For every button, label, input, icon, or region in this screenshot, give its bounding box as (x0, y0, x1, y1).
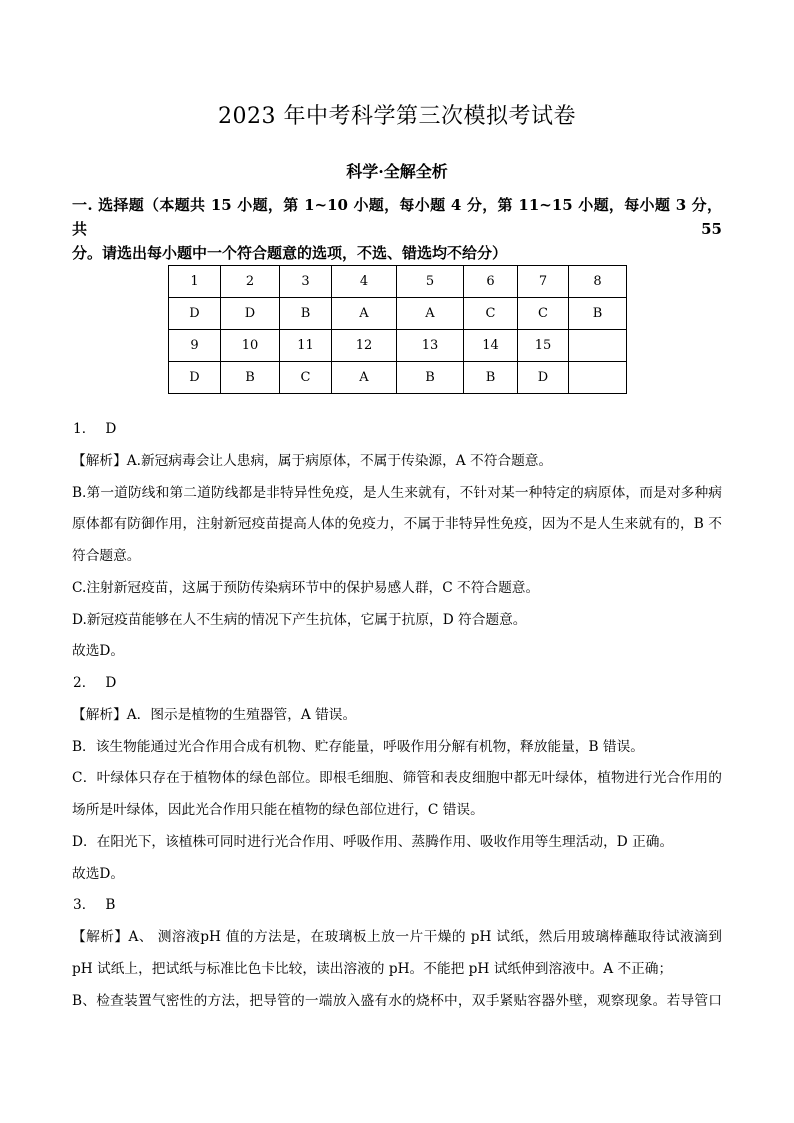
question-answer: D (105, 421, 117, 437)
question-number-cell: 7 (518, 266, 569, 298)
answer-table-number-row (169, 330, 627, 362)
analysis-line: D．在阳光下，该植株可同时进行光合作用、呼吸作用、蒸腾作用、吸收作用等生理活动，D 正确。 (72, 833, 674, 850)
question-number-cell: 2 (221, 266, 280, 298)
empty-cell (569, 330, 627, 362)
analysis-line: 【解析】A．图示是植物的生殖器管，A 错误。 (72, 706, 357, 723)
conclusion-line: 故选D。 (72, 643, 125, 660)
answer-cell: A (397, 298, 464, 330)
section-heading-line: 一. 选择题（本题共 15 小题，第 1~10 小题，每小题 4 分，第 11~15 小题，每小题 3 分，共 55 (72, 196, 722, 238)
question-number: 1． (73, 421, 96, 437)
question-number-cell: 11 (280, 330, 332, 362)
answer-cell: D (169, 298, 221, 330)
answer-table-number-row (169, 266, 627, 298)
question-number-cell: 13 (397, 330, 464, 362)
answer-cell: B (397, 362, 464, 394)
analysis-line: C.注射新冠疫苗，这属于预防传染病环节中的保护易感人群，C 不符合题意。 (72, 579, 540, 596)
question-number-cell: 8 (569, 266, 627, 298)
answer-cell: B (464, 362, 518, 394)
answer-cell: A (332, 362, 397, 394)
question-number-cell: 5 (397, 266, 464, 298)
question-number-cell: 3 (280, 266, 332, 298)
answer-cell: D (221, 298, 280, 330)
answer-cell: C (518, 298, 569, 330)
analysis-line: B．该生物能通过光合作用合成有机物、贮存能量，呼吸作用分解有机物，释放能量，B 错误。 (72, 738, 644, 755)
analysis-line: 【解析】A、 测溶液pH 值的方法是，在玻璃板上放一片干燥的 pH 试纸，然后用玻璃棒蘸取待试液滴到 (72, 929, 722, 945)
question-number-cell: 12 (332, 330, 397, 362)
analysis-line: C．叶绿体只存在于植物体的绿色部位。即根毛细胞、筛管和表皮细胞中都无叶绿体，植物进行光合作用的 (72, 770, 722, 787)
question-block-1 (72, 414, 722, 668)
answer-table-answer-row (169, 362, 627, 394)
conclusion-line: 故选D。 (72, 865, 125, 882)
answer-cell: B (221, 362, 280, 394)
question-number-cell: 4 (332, 266, 397, 298)
question-number-cell: 10 (221, 330, 280, 362)
answer-cell: D (169, 362, 221, 394)
question-block-3 (72, 890, 722, 1017)
question-number-cell: 9 (169, 330, 221, 362)
question-answer: B (105, 897, 116, 914)
answer-cell: D (518, 362, 569, 394)
question-number-cell: 1 (169, 266, 221, 298)
answer-cell: B (569, 298, 627, 330)
question-header (72, 414, 722, 446)
page-subtitle: 科学·全解全析 (346, 162, 448, 181)
question-number-cell: 6 (464, 266, 518, 298)
answer-cell: A (332, 298, 397, 330)
question-number-cell: 15 (518, 330, 569, 362)
analysis-line: 符合题意。 (72, 548, 141, 564)
section-heading (72, 193, 722, 265)
question-header (72, 890, 722, 922)
answer-cell: B (280, 298, 332, 330)
question-answer: D (105, 675, 117, 691)
analysis-line: 原体都有防御作用，注射新冠疫苗提高人体的免疫力，不属于非特异性免疫，因为不是人生来就有的，B 不 (72, 516, 722, 533)
analysis-line: pH 试纸上，把试纸与标准比色卡比较，读出溶液的 pH。不能把 pH 试纸伸到溶液中。A 不正确； (72, 960, 673, 977)
section-heading-line: 分。请选出每小题中一个符合题意的选项，不选、错选均不给分） (72, 244, 508, 262)
analysis-content (72, 414, 722, 1017)
answer-table (168, 265, 627, 394)
question-header (72, 668, 722, 700)
empty-cell (569, 362, 627, 394)
analysis-line: 【解析】A.新冠病毒会让人患病，属于病原体，不属于传染源，A 不符合题意。 (72, 452, 553, 469)
analysis-line: B.第一道防线和第二道防线都是非特异性免疫，是人生来就有，不针对某一种特定的病原体，而是对多种病 (72, 484, 722, 501)
analysis-line: 场所是叶绿体，因此光合作用只能在植物的绿色部位进行，C 错误。 (72, 802, 484, 818)
question-block-2 (72, 668, 722, 890)
question-number: 3． (73, 897, 96, 914)
answer-table-answer-row (169, 298, 627, 330)
answer-cell: C (464, 298, 518, 330)
question-number: 2． (73, 675, 96, 691)
analysis-line: D.新冠疫苗能够在人不生病的情况下产生抗体，它属于抗原，D 符合题意。 (72, 611, 527, 628)
page-title: 2023 年中考科学第三次模拟考试卷 (218, 104, 576, 129)
answer-cell: C (280, 362, 332, 394)
question-number-cell: 14 (464, 330, 518, 362)
analysis-line: B、检查装置气密性的方法，把导管的一端放入盛有水的烧杯中，双手紧贴容器外壁，观察现象。若导管口 (72, 992, 722, 1009)
